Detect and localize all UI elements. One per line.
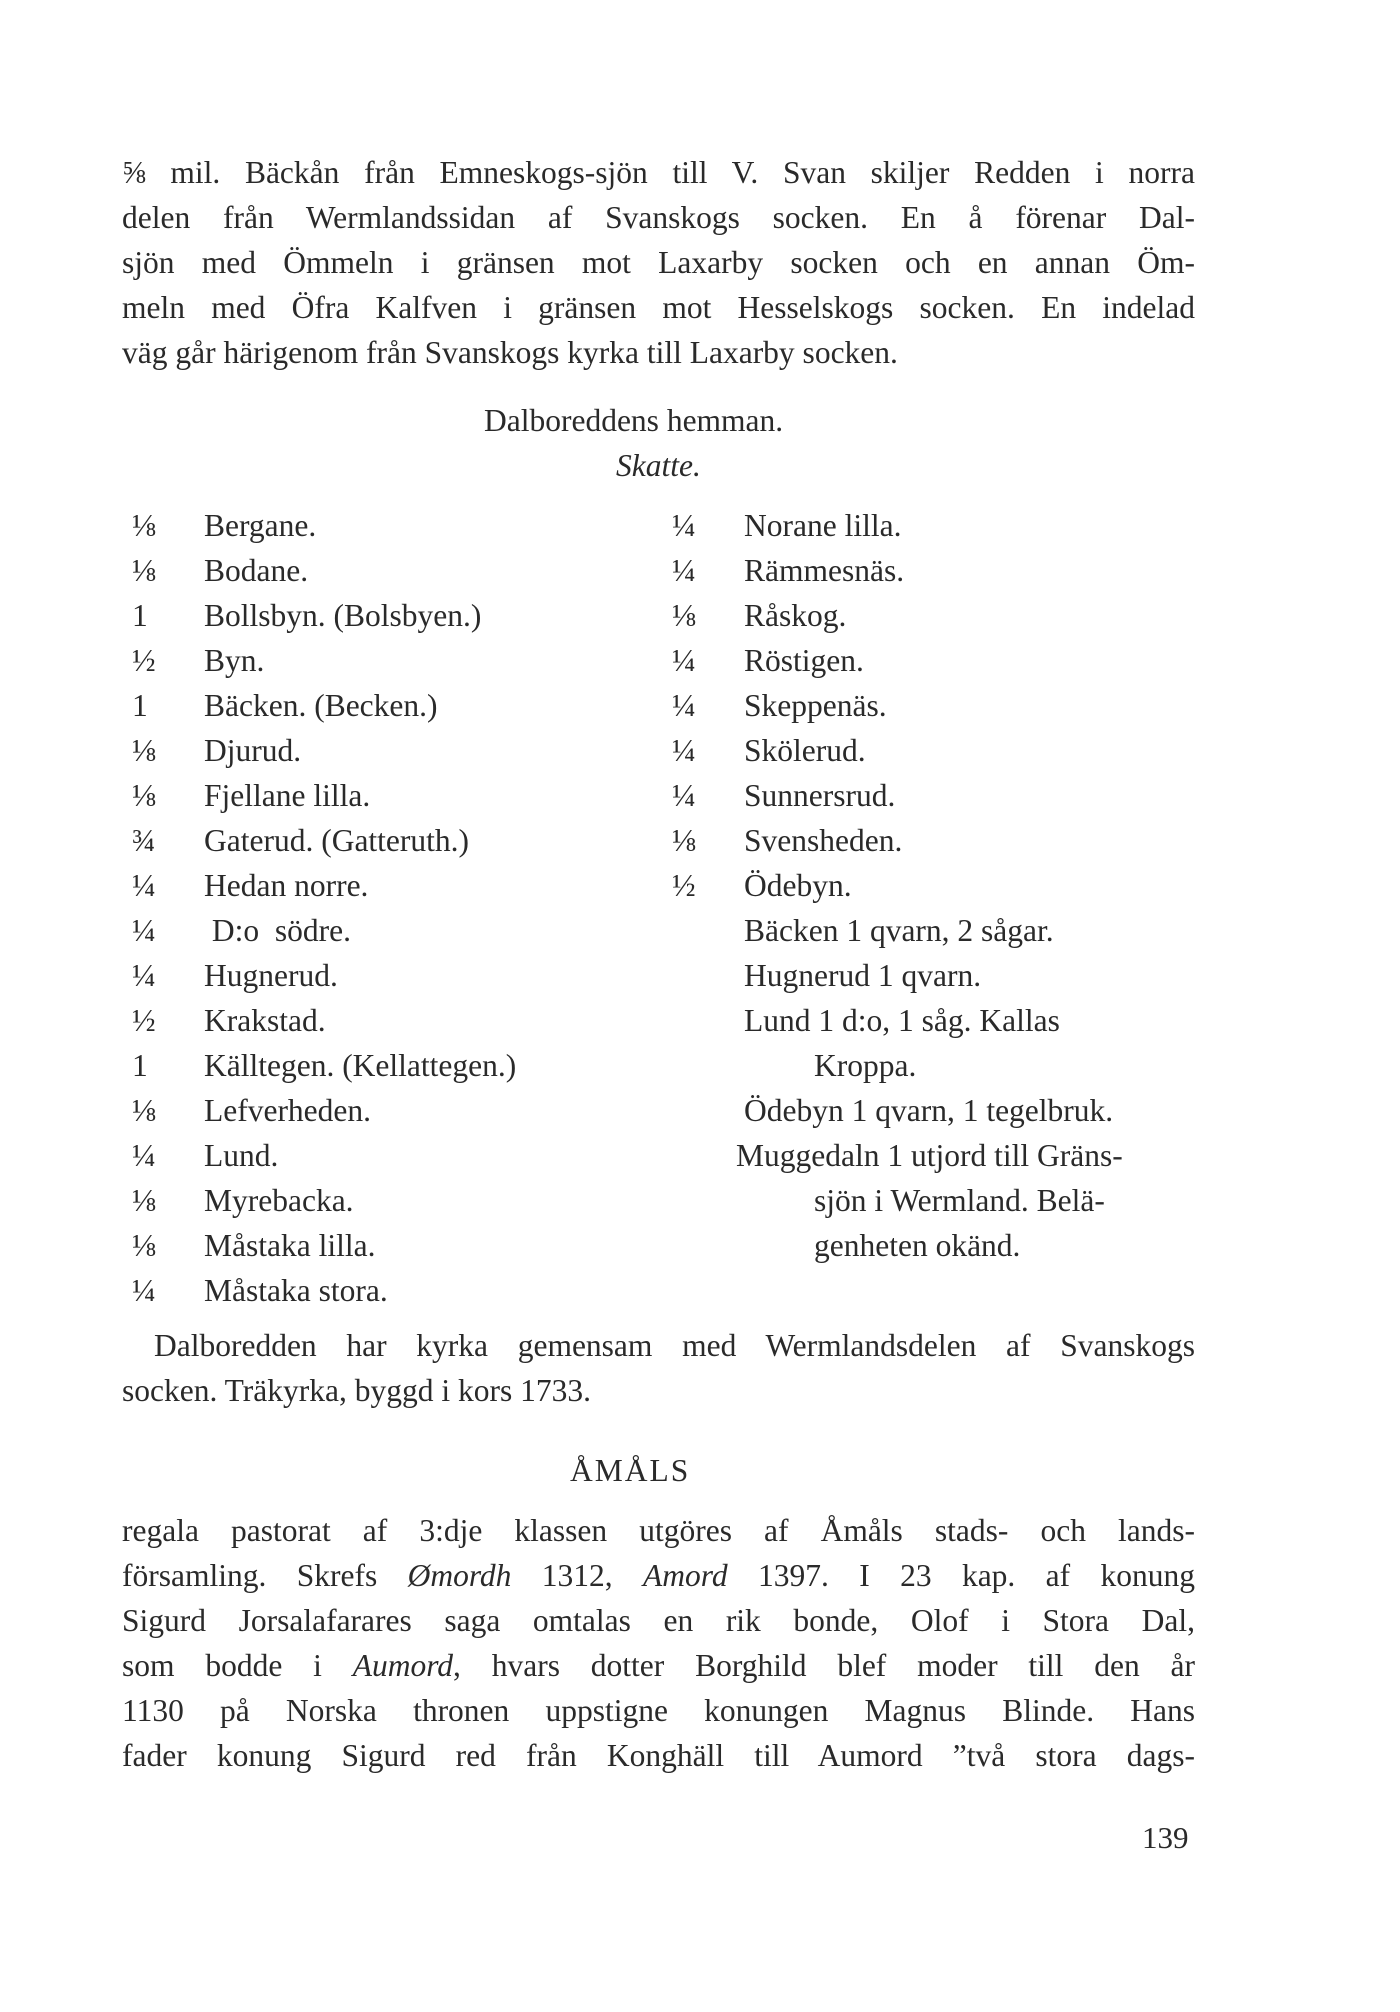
list-item	[672, 728, 1192, 773]
note-line: Lund 1 d:o, 1 såg. Kallas	[744, 1003, 1060, 1038]
note-line: genheten okänd.	[814, 1228, 1021, 1263]
estate-name: Lefverheden.	[204, 1093, 372, 1128]
page-number: 139	[1142, 1820, 1189, 1855]
list-item	[132, 953, 692, 998]
estate-name: Råskog.	[744, 598, 847, 633]
note-line: sjön i Wermland. Belä-	[814, 1183, 1105, 1218]
list-item	[672, 548, 1192, 593]
estate-name: Skeppenäs.	[744, 688, 887, 723]
church-paragraph	[122, 1323, 1195, 1413]
text-span: 1312,	[511, 1558, 644, 1593]
share-fraction: ¼	[132, 913, 156, 948]
share-fraction: ½	[132, 1003, 156, 1038]
text-span: församling. Skrefs	[122, 1558, 408, 1593]
old-name-omordh: Ømordh	[407, 1558, 512, 1593]
list-item	[132, 1133, 692, 1178]
text-line	[122, 1643, 1195, 1688]
share-fraction: ½	[132, 643, 156, 678]
estate-name: Bollsbyn. (Bolsbyen.)	[204, 598, 482, 633]
note-line: Kroppa.	[814, 1048, 917, 1083]
list-item	[132, 1223, 692, 1268]
text-line: regala pastorat af 3:dje klassen utgöres af Åmåls stads- och lands-	[122, 1513, 1195, 1548]
text-span: , hvars dotter Borghild blef moder till den år	[453, 1648, 1195, 1683]
note-line: Hugnerud 1 qvarn.	[744, 958, 982, 993]
list-item	[132, 818, 692, 863]
list-item	[132, 728, 692, 773]
old-name-amord: Amord	[643, 1558, 728, 1593]
old-name-aumord: Aumord	[352, 1648, 454, 1683]
list-item	[132, 638, 692, 683]
estate-name: Skölerud.	[744, 733, 866, 768]
list-item	[132, 998, 692, 1043]
share-fraction: ¼	[672, 508, 696, 543]
list-item	[132, 548, 692, 593]
list-item	[672, 593, 1192, 638]
share-fraction: ¾	[132, 823, 156, 858]
share-fraction: ¼	[672, 733, 696, 768]
text-span: som bodde i	[122, 1648, 353, 1683]
estate-name: Bergane.	[204, 508, 317, 543]
section-subtitle: Skatte.	[616, 448, 701, 483]
share-fraction: ¼	[672, 778, 696, 813]
text-line: sjön med Ömmeln i gränsen mot Laxarby socken och en annan Öm-	[122, 245, 1195, 280]
list-item	[672, 773, 1192, 818]
text-line: meln med Öfra Kalfven i gränsen mot Hesselskogs socken. En indelad	[122, 290, 1195, 325]
list-item	[132, 908, 692, 953]
estate-name: Norane lilla.	[744, 508, 902, 543]
estate-name: Myrebacka.	[204, 1183, 354, 1218]
estate-name: Svensheden.	[744, 823, 903, 858]
list-item	[132, 1268, 692, 1313]
intro-paragraph	[122, 150, 1195, 375]
text-line: delen från Wermlandssidan af Svanskogs socken. En å förenar Dal-	[122, 200, 1195, 235]
list-item	[672, 638, 1192, 683]
list-item	[672, 503, 1192, 548]
share-fraction: ⅛	[132, 1228, 156, 1263]
share-fraction: 1	[132, 1048, 148, 1083]
list-item	[132, 593, 692, 638]
list-item	[672, 863, 1192, 908]
note-line: Muggedaln 1 utjord till Gräns-	[736, 1138, 1123, 1173]
share-fraction: ¼	[672, 553, 696, 588]
list-item	[132, 773, 692, 818]
left-estate-list	[132, 503, 692, 1313]
estate-name: Hugnerud.	[204, 958, 338, 993]
estate-name: Källtegen. (Kellattegen.)	[204, 1048, 517, 1083]
share-fraction: ¼	[132, 958, 156, 993]
note-line: Bäcken 1 qvarn, 2 sågar.	[744, 913, 1054, 948]
text-line: socken. Träkyrka, byggd i kors 1733.	[122, 1373, 591, 1408]
amal-paragraph	[122, 1508, 1195, 1778]
text-line: Dalboredden har kyrka gemensam med Wermlandsdelen af Svanskogs	[154, 1328, 1195, 1363]
share-fraction: ⅛	[132, 733, 156, 768]
estate-name: Krakstad.	[204, 1003, 326, 1038]
estate-name: Lund.	[204, 1138, 279, 1173]
estate-name: Byn.	[204, 643, 265, 678]
estate-name: Hedan norre.	[204, 868, 369, 903]
note-line: Ödebyn 1 qvarn, 1 tegelbruk.	[744, 1093, 1114, 1128]
list-item	[132, 1178, 692, 1223]
estate-name: Ödebyn.	[744, 868, 852, 903]
list-item	[672, 818, 1192, 863]
estate-name: Bodane.	[204, 553, 309, 588]
estate-name: Måstaka lilla.	[204, 1228, 376, 1263]
share-fraction: ⅛	[132, 1093, 156, 1128]
text-line: 1130 på Norska thronen uppstigne konungen Magnus Blinde. Hans	[122, 1693, 1195, 1728]
right-estate-list	[672, 503, 1192, 908]
share-fraction: ⅛	[132, 778, 156, 813]
mills-notes	[736, 908, 1194, 1268]
list-item	[132, 1088, 692, 1133]
estate-name: Fjellane lilla.	[204, 778, 371, 813]
section-title: Dalboreddens hemman.	[484, 403, 784, 438]
text-line: ⅝ mil. Bäckån från Emneskogs-sjön till V. Svan skiljer Redden i norra	[122, 155, 1195, 190]
estate-name: Bäcken. (Becken.)	[204, 688, 438, 723]
list-item	[672, 683, 1192, 728]
share-fraction: ¼	[132, 1138, 156, 1173]
text-span: 1397. I 23 kap. af konung	[727, 1558, 1196, 1593]
share-fraction: ¼	[672, 643, 696, 678]
list-item	[132, 683, 692, 728]
share-fraction: 1	[132, 598, 148, 633]
estate-name: Måstaka stora.	[204, 1273, 388, 1308]
share-fraction: ¼	[672, 688, 696, 723]
estate-name: Djurud.	[204, 733, 302, 768]
share-fraction: ⅛	[132, 1183, 156, 1218]
estate-name: Röstigen.	[744, 643, 864, 678]
share-fraction: ½	[672, 868, 696, 903]
estate-name: Sunnersrud.	[744, 778, 896, 813]
list-item	[132, 863, 692, 908]
share-fraction: ⅛	[672, 598, 696, 633]
share-fraction: ⅛	[132, 553, 156, 588]
estate-name: Gaterud. (Gatteruth.)	[204, 823, 470, 858]
estate-name: Rämmesnäs.	[744, 553, 905, 588]
share-fraction: ¼	[132, 1273, 156, 1308]
list-item	[132, 503, 692, 548]
share-fraction: 1	[132, 688, 148, 723]
text-line: väg går härigenom från Svanskogs kyrka till Laxarby socken.	[122, 335, 898, 370]
share-fraction: ⅛	[132, 508, 156, 543]
share-fraction: ¼	[132, 868, 156, 903]
text-line: Sigurd Jorsalafarares saga omtalas en rik bonde, Olof i Stora Dal,	[122, 1603, 1195, 1638]
list-item	[132, 1043, 692, 1088]
parish-heading: ÅMÅLS	[570, 1453, 691, 1488]
share-fraction: ⅛	[672, 823, 696, 858]
text-line	[122, 1553, 1195, 1598]
text-line: fader konung Sigurd red från Konghäll till Aumord ”två stora dags-	[122, 1738, 1195, 1773]
estate-name: D:o södre.	[204, 913, 351, 948]
